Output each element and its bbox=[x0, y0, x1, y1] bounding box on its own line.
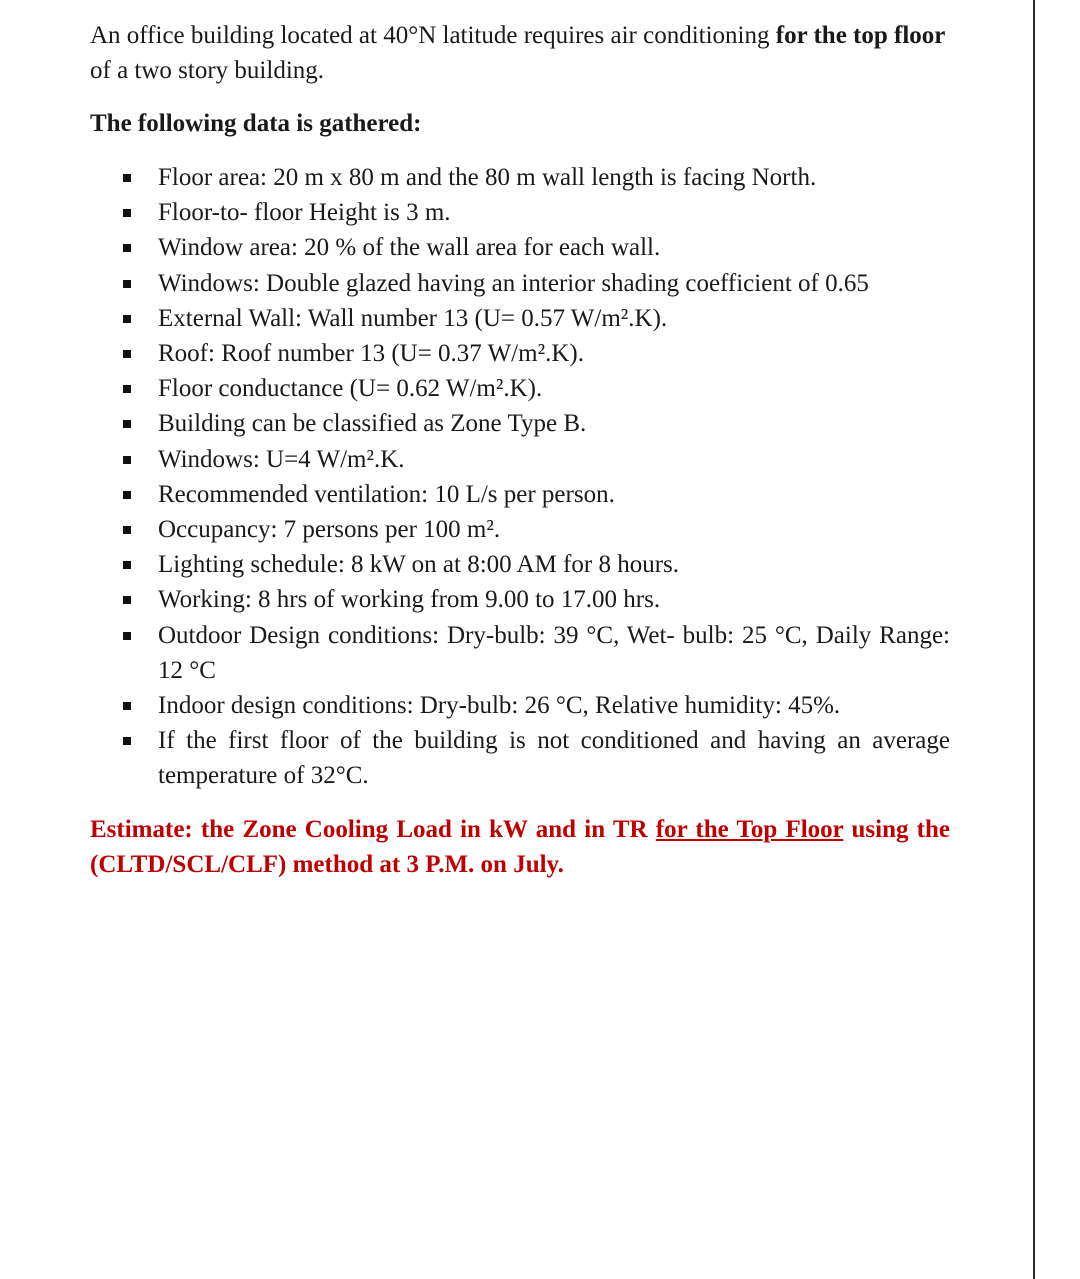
intro-paragraph bbox=[90, 18, 950, 88]
list-item: Occupancy: 7 persons per 100 m². bbox=[90, 512, 950, 547]
intro-bold-text: for the top floor bbox=[775, 22, 946, 49]
estimate-text: Estimate: the Zone Cooling Load in kW and in TR bbox=[90, 815, 656, 843]
estimate-underlined-text: for the Top Floor bbox=[655, 815, 844, 843]
data-list bbox=[90, 160, 950, 794]
estimate-paragraph bbox=[90, 812, 950, 882]
list-item: Window area: 20 % of the wall area for each wall. bbox=[90, 230, 950, 265]
estimate-text-end: using the (CLTD/SCL/CLF) method at 3 P.M. on July. bbox=[90, 815, 950, 878]
list-item: Recommended ventilation: 10 L/s per person. bbox=[90, 477, 950, 512]
page-border bbox=[1033, 0, 1035, 1279]
list-item: Floor area: 20 m x 80 m and the 80 m wall length is facing North. bbox=[90, 160, 950, 195]
intro-text: An office building located at 40°N latitude requires air conditioning bbox=[90, 22, 776, 49]
list-item: Lighting schedule: 8 kW on at 8:00 AM for 8 hours. bbox=[90, 547, 950, 582]
list-item: Working: 8 hrs of working from 9.00 to 17.00 hrs. bbox=[90, 582, 950, 617]
list-item: Floor-to- floor Height is 3 m. bbox=[90, 195, 950, 230]
list-item: If the first floor of the building is not conditioned and having an average temperature of 32°C. bbox=[90, 723, 950, 793]
data-heading: The following data is gathered: bbox=[90, 110, 422, 137]
list-item: Indoor design conditions: Dry-bulb: 26 °C, Relative humidity: 45%. bbox=[90, 688, 950, 723]
intro-text-end: of a two story building. bbox=[90, 57, 325, 84]
list-item: Building can be classified as Zone Type B. bbox=[90, 406, 950, 441]
list-item: Windows: Double glazed having an interior shading coefficient of 0.65 bbox=[90, 266, 950, 301]
list-item: Roof: Roof number 13 (U= 0.37 W/m².K). bbox=[90, 336, 950, 371]
list-item: Windows: U=4 W/m².K. bbox=[90, 442, 950, 477]
document-body bbox=[90, 18, 950, 882]
list-item: Floor conductance (U= 0.62 W/m².K). bbox=[90, 371, 950, 406]
list-item: External Wall: Wall number 13 (U= 0.57 W/m².K). bbox=[90, 301, 950, 336]
list-item: Outdoor Design conditions: Dry-bulb: 39 °C, Wet- bulb: 25 °C, Daily Range: 12 °C bbox=[90, 618, 950, 688]
